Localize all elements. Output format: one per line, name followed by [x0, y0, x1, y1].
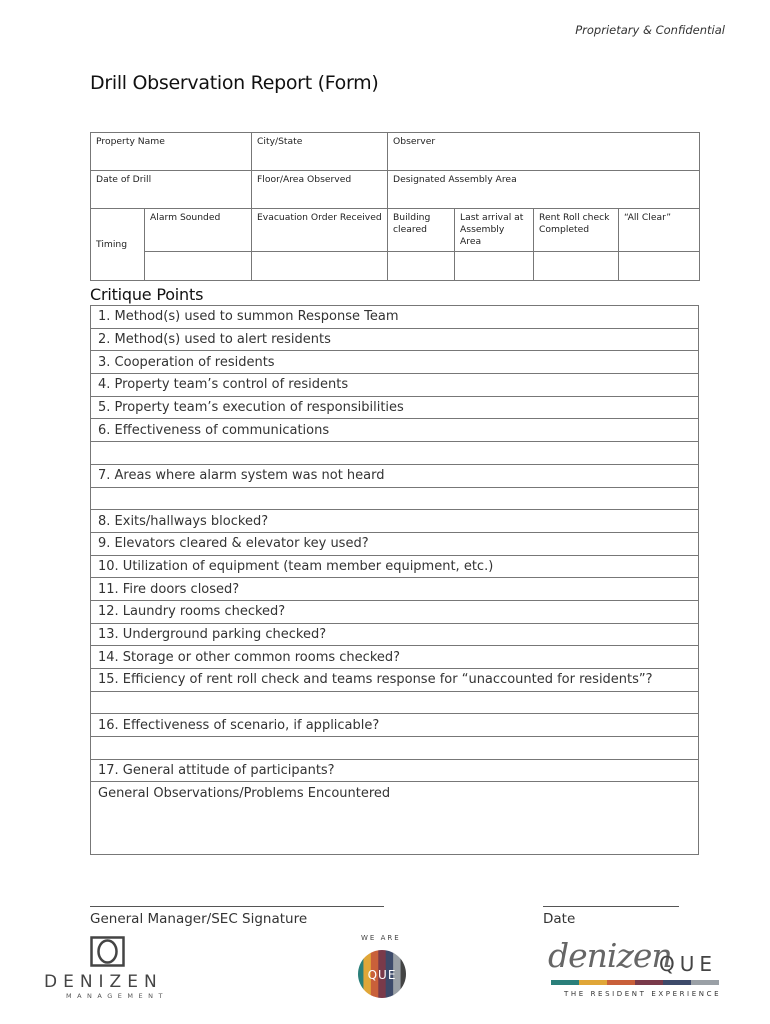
- color-bar-segment: [607, 980, 635, 985]
- confidential-note: Proprietary & Confidential: [575, 23, 725, 37]
- building-cleared-header: Building cleared: [388, 209, 455, 252]
- assembly-area-field[interactable]: Designated Assembly Area: [388, 171, 700, 209]
- critique-point-row[interactable]: 7. Areas where alarm system was not heard: [91, 464, 699, 487]
- rent-roll-header: Rent Roll check Completed: [534, 209, 619, 252]
- last-arrival-header: Last arrival at Assembly Area: [455, 209, 534, 252]
- critique-point-row[interactable]: 12. Laundry rooms checked?: [91, 600, 699, 623]
- timing-label: Timing: [91, 209, 145, 281]
- property-name-field[interactable]: Property Name: [91, 133, 252, 171]
- management-wordmark: MANAGEMENT: [66, 992, 168, 1000]
- critique-blank-row[interactable]: [91, 691, 699, 714]
- critique-blank-row[interactable]: [91, 487, 699, 510]
- critique-point-row[interactable]: 4. Property team’s control of residents: [91, 374, 699, 397]
- building-cleared-cell[interactable]: [388, 252, 455, 281]
- date-line[interactable]: [543, 906, 679, 907]
- evacuation-order-header: Evacuation Order Received: [252, 209, 388, 252]
- last-arrival-cell[interactable]: [455, 252, 534, 281]
- color-bar-segment: [579, 980, 607, 985]
- rent-roll-cell[interactable]: [534, 252, 619, 281]
- critique-point-row[interactable]: 11. Fire doors closed?: [91, 578, 699, 601]
- critique-point-row[interactable]: 14. Storage or other common rooms checked?: [91, 646, 699, 669]
- critique-blank-row[interactable]: [91, 737, 699, 760]
- critique-point-row[interactable]: 1. Method(s) used to summon Response Team: [91, 306, 699, 329]
- color-bar-segment: [635, 980, 663, 985]
- alarm-sounded-header: Alarm Sounded: [145, 209, 252, 252]
- que-stripe: [356, 948, 364, 1000]
- que-stripe: [401, 948, 408, 1000]
- que-circle-text: QUE: [367, 968, 397, 982]
- critique-point-row[interactable]: 16. Effectiveness of scenario, if applicable?: [91, 714, 699, 737]
- critique-point-row[interactable]: 10. Utilization of equipment (team member equipment, etc.): [91, 555, 699, 578]
- que-circle-icon: [356, 948, 408, 1000]
- critique-title: Critique Points: [90, 285, 204, 304]
- denizen-wordmark: DENIZEN: [44, 972, 163, 992]
- critique-table: [90, 305, 699, 855]
- city-state-field[interactable]: City/State: [252, 133, 388, 171]
- denizen-que-logo: [548, 936, 728, 1002]
- page-title: Drill Observation Report (Form): [90, 72, 379, 94]
- signature-line[interactable]: [90, 906, 384, 907]
- color-bar-segment: [551, 980, 579, 985]
- denizen-script-wordmark: denizen: [548, 936, 672, 975]
- critique-point-row[interactable]: 17. General attitude of participants?: [91, 759, 699, 782]
- date-label: Date: [543, 911, 576, 927]
- alarm-sounded-cell[interactable]: [145, 252, 252, 281]
- signature-label: General Manager/SEC Signature: [90, 911, 308, 927]
- color-bar-segment: [663, 980, 691, 985]
- color-bar: [551, 980, 719, 985]
- critique-point-row[interactable]: 5. Property team’s execution of responsibilities: [91, 396, 699, 419]
- critique-point-row[interactable]: 6. Effectiveness of communications: [91, 419, 699, 442]
- we-are-que-logo: [350, 934, 416, 1006]
- evacuation-order-cell[interactable]: [252, 252, 388, 281]
- general-observations-field[interactable]: General Observations/Problems Encountered: [91, 782, 699, 855]
- floor-area-field[interactable]: Floor/Area Observed: [252, 171, 388, 209]
- all-clear-cell[interactable]: [619, 252, 700, 281]
- critique-point-row[interactable]: 2. Method(s) used to alert residents: [91, 328, 699, 351]
- critique-point-row[interactable]: 8. Exits/hallways blocked?: [91, 510, 699, 533]
- color-bar-segment: [691, 980, 719, 985]
- we-are-text: WE ARE: [361, 934, 401, 942]
- date-of-drill-field[interactable]: Date of Drill: [91, 171, 252, 209]
- denizen-mark-icon: [90, 936, 126, 968]
- resident-experience-tagline: THE RESIDENT EXPERIENCE: [564, 990, 722, 998]
- critique-point-row[interactable]: 13. Underground parking checked?: [91, 623, 699, 646]
- all-clear-header: “All Clear”: [619, 209, 700, 252]
- critique-blank-row[interactable]: [91, 442, 699, 465]
- que-wordmark: QUE: [659, 952, 718, 976]
- drill-info-table: [90, 132, 700, 281]
- critique-point-row[interactable]: 9. Elevators cleared & elevator key used?: [91, 532, 699, 555]
- critique-point-row[interactable]: 3. Cooperation of residents: [91, 351, 699, 374]
- denizen-management-logo: [44, 936, 174, 1000]
- critique-point-row[interactable]: 15. Efficiency of rent roll check and teams response for “unaccounted for residents”?: [91, 669, 699, 692]
- observer-field[interactable]: Observer: [388, 133, 700, 171]
